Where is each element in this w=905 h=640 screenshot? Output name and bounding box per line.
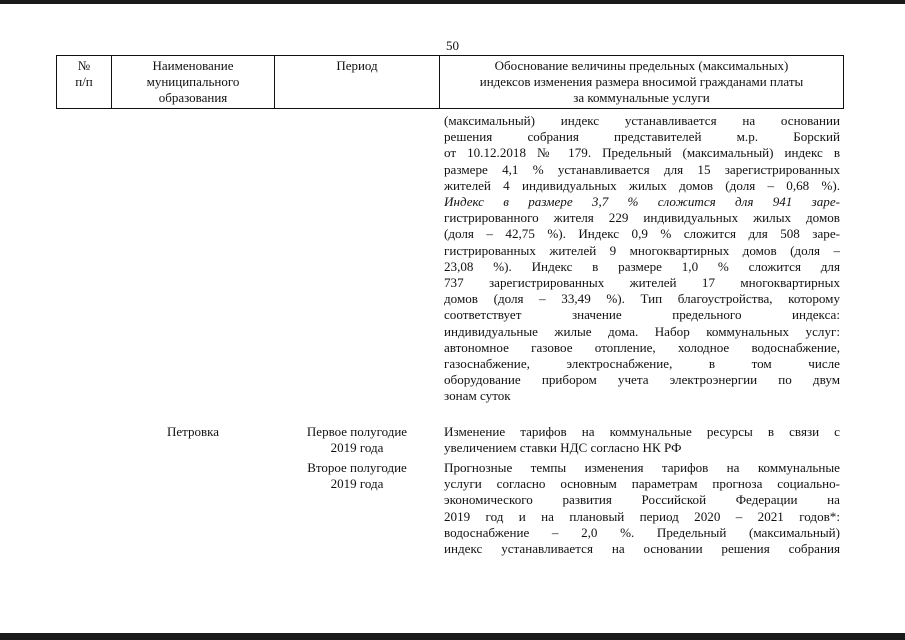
text-line: соответствует значение предельного индекса:: [444, 307, 840, 323]
text-line: Прогнозные темпы изменения тарифов на коммунальные: [444, 460, 840, 475]
text-line: решения собрания представителей м.р. Борский: [444, 129, 840, 145]
period-second-half: [274, 460, 440, 492]
text-line: гистрированных жителей 9 многоквартирных домов (доля –: [444, 242, 840, 258]
text-line: услуги согласно основным параметрам прогноза социально-: [444, 476, 840, 492]
basis-first-half: [444, 424, 840, 456]
period-line: Второе полугодие: [307, 460, 407, 475]
header-col-municipality: [111, 55, 275, 109]
text-line: зонам суток: [444, 388, 511, 404]
text-line: домов (доля – 33,49 %). Тип благоустройства, которому: [444, 291, 840, 307]
header-col-number: [56, 55, 112, 109]
text-line: Индекс в размере 3,7 % сложится для 941 заре-: [444, 194, 840, 210]
header-col-municipality-line: Наименование: [152, 58, 234, 73]
text-line: Изменение тарифов на коммунальные ресурсы в связи с: [444, 424, 840, 439]
period-line: 2019 года: [330, 440, 384, 456]
text-line: (доля – 42,75 %). Индекс 0,9 % сложится для 508 заре-: [444, 226, 840, 242]
bottom-border: [0, 633, 905, 640]
text-line: размере 4,1 % устанавливается для 15 зарегистрированных: [444, 161, 840, 177]
header-col-number-line: №: [77, 58, 91, 73]
top-border: [0, 0, 905, 4]
text-line: экономического развития Российской Федерации на: [444, 492, 840, 508]
text-line: оборудование прибором учета электроэнергии по двум: [444, 372, 840, 388]
header-col-basis-line: Обоснование величины предельных (максимальных): [494, 58, 789, 73]
header-col-period: [274, 55, 440, 109]
header-col-period-line: Период: [336, 58, 378, 73]
text-line: автономное газовое отопление, холодное водоснабжение,: [444, 339, 840, 355]
text-line: от 10.12.2018 № 179. Предельный (максимальный) индекс в: [444, 145, 840, 161]
period-line: 2019 года: [330, 476, 384, 492]
text-line: индивидуальные жилые дома. Набор коммунальных услуг:: [444, 323, 840, 339]
header-col-basis-line: за коммунальные услуги: [573, 90, 710, 105]
text-line: 2019 год и на плановый период 2020 – 2021 годов*:: [444, 508, 840, 524]
header-col-municipality-line: муниципального: [146, 74, 240, 89]
basis-second-half: [444, 460, 840, 557]
text-line: (максимальный) индекс устанавливается на основании: [444, 113, 840, 128]
period-first-half: [274, 424, 440, 456]
header-col-municipality-line: образования: [158, 90, 228, 105]
text-line: индекс устанавливается на основании решения собрания: [444, 541, 840, 557]
header-col-basis-line: индексов изменения размера вносимой гражданами платы: [479, 74, 804, 89]
text-line: гистрированного жителя 229 индивидуальных жилых домов: [444, 210, 840, 226]
text-line: 23,08 %). Индекс в размере 1,0 % сложится для: [444, 258, 840, 274]
continuation-paragraph: [444, 113, 840, 405]
page-number: 50: [446, 38, 459, 53]
header-col-basis: [439, 55, 844, 109]
municipality-name: Петровка: [166, 424, 220, 439]
text-line: газоснабжение, электроснабжение, в том числе: [444, 356, 840, 372]
text-line: увеличением ставки НДС согласно НК РФ: [444, 440, 682, 456]
text-line: водоснабжение – 2,0 %. Предельный (максимальный): [444, 524, 840, 540]
text-line: жителей 4 индивидуальных жилых домов (доля – 0,68 %).: [444, 177, 840, 193]
text-line: 737 зарегистрированных жителей 17 многоквартирных: [444, 275, 840, 291]
header-col-number-line: п/п: [75, 74, 93, 89]
period-line: Первое полугодие: [306, 424, 408, 439]
